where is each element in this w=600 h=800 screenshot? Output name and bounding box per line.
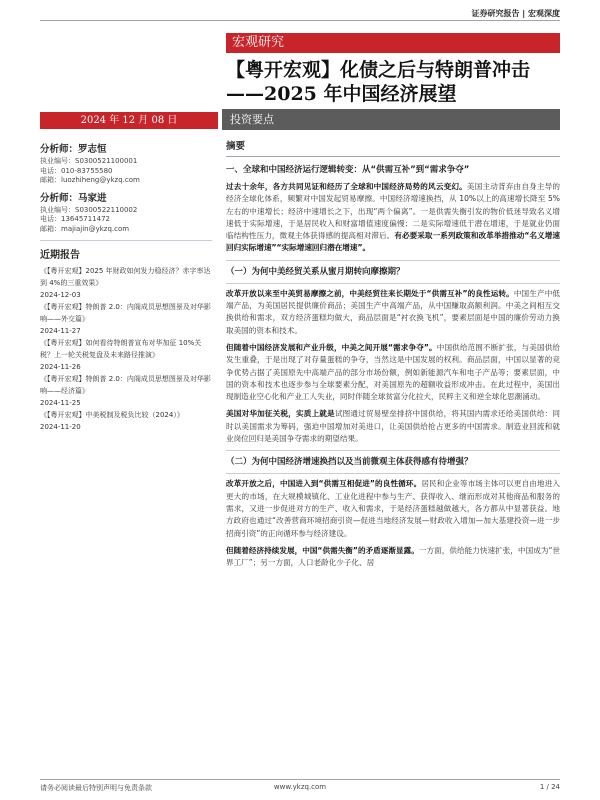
paragraph-lead: 但随着经济持续发展，中国“供需失衡”的矛盾逐渐显露。 <box>226 545 419 555</box>
recent-report-item[interactable] <box>40 373 212 409</box>
title-line-1: 【粤开宏观】化债之后与特朗普冲击 <box>226 59 531 81</box>
recent-report-item[interactable] <box>40 301 212 337</box>
paragraph-divider <box>226 450 560 451</box>
paragraph-conclusion: 有必要采取一系列政策和改革举措推动“名义增速回归实际增速”“实际增速回归潜在增速”。 <box>226 231 560 253</box>
section-heading-1: 一、全球和中国经济运行逻辑转变：从“供需互补”到“需求争夺” <box>226 165 470 175</box>
recent-report-date: 2024-11-27 <box>40 327 81 335</box>
paragraph-body: 居民和企业等市场主体可以更自由地进入更大的市场，在大规模城镇化、工业化进程中参与生产、获得收入、继而形成对其他商品和服务的需求，又进一步促进对方的生产、收入和需求，于是经济蛋糕越做越大，各方都从中显著获益。地方政府也通过“改善营商环境招商引资—促进当地经济发展—财政收入增加—加大基建投资—进一步招商引资”的正向循环参与经济建设。 <box>226 479 561 538</box>
recent-report-date: 2024-11-26 <box>40 363 81 371</box>
title-line-2: ——2025 年中国经济展望 <box>226 83 457 105</box>
recent-report-date: 2024-11-25 <box>40 399 81 407</box>
header-report-label: 证券研究报告 | 宏观深度 <box>471 9 560 18</box>
section-bar-investment-points: 投资要点 <box>222 109 560 130</box>
subsection-heading-2: （二）为何中国经济增速换挡以及当前微观主体获得感有待增强？ <box>226 457 473 468</box>
analyst-cert: 执业编号：S0300521100001 <box>40 157 138 165</box>
main-content <box>226 140 560 574</box>
paragraph-divider <box>226 260 560 261</box>
paragraph-2 <box>226 288 560 337</box>
recent-report-text[interactable]: 《【粤开宏观】特朗普 2.0：内阁成员思想图景及对华影响——外交篇》 <box>40 303 211 323</box>
paragraph-lead: 美国对华加征关税，实质上就是 <box>226 409 335 419</box>
paragraph-lead: 改革开放以来至中美贸易摩擦之前，中美经贸往来长期处于“供需互补”的良性运转。 <box>226 288 514 298</box>
paragraph-body: 一方面，供给能力快速扩张，中国成为“世界工厂”；另一方面，人口老龄化少子化、居 <box>226 545 560 568</box>
analyst-phone: 电话：010-83755580 <box>40 166 113 175</box>
paragraph-3 <box>226 342 560 403</box>
paragraph-5 <box>226 478 560 539</box>
paragraph-4 <box>226 408 560 445</box>
footer-disclaimer: 请务必阅读最后特别声明与免责条款 <box>40 784 152 792</box>
paragraph-6 <box>226 545 560 570</box>
abstract-heading: 摘要 <box>226 141 246 152</box>
paragraph-1 <box>226 181 560 255</box>
report-title <box>226 58 566 106</box>
recent-report-text[interactable]: 《【粤开宏观】如何看待特朗普宣布对华加征 10%关税？上一轮关税复盘及未来路径推演》 <box>40 339 202 359</box>
analyst-cert: 执业编号：S0300522110002 <box>40 205 138 214</box>
recent-report-item[interactable] <box>40 337 212 373</box>
analyst-email[interactable]: 邮箱：luozhiheng@ykzq.com <box>40 176 140 184</box>
footer-page-number: 1 / 24 <box>539 783 560 791</box>
report-type-banner: 宏观研究 <box>226 33 560 53</box>
analyst-label: 分析师： <box>40 144 79 155</box>
recent-report-text[interactable]: 《【粤开宏观】中美税制及税负比较（2024）》 <box>40 411 184 419</box>
analyst-name-row <box>40 192 212 206</box>
report-date: 2024 年 12 月 08 日 <box>40 112 218 129</box>
recent-report-item[interactable] <box>40 409 212 433</box>
subsection-heading-1: （一）为何中美经贸关系从蜜月期转向摩擦期？ <box>226 266 405 277</box>
paragraph-body: 中国供给范围不断扩张，与美国供给发生重叠，于是出现了对存量蛋糕的争夺，当然这是中国发展的权利。商品层面，中国以显著的竞争优势占据了美国原先中高端产品的部分市场份额，例如新能源汽车和电子产品等；要素层面，中国的资本和技术也逐步参与全球要素分配，对美国原先的超额收益形成冲击。在此过程中，美国出现制造业空心化和产业工人失业，同时伴随全球贫富分化拉大，民粹主义和逆全球化思潮涌动。 <box>226 342 561 402</box>
paragraph-divider <box>226 283 560 284</box>
recent-report-date: 2024-12-03 <box>40 291 81 299</box>
footer-website-link[interactable]: www.ykzq.com <box>273 783 327 791</box>
paragraph-lead: 但随着中国经济发展和产业升级，中美之间开展“需求争夺”。 <box>226 342 437 352</box>
analyst-label: 分析师： <box>40 192 79 204</box>
analyst-name-row <box>40 143 212 157</box>
recent-report-text[interactable]: 《【粤开宏观】特朗普 2.0：内阁成员思想图景及对华影响——经济篇》 <box>40 375 211 395</box>
abstract-divider <box>226 156 560 157</box>
paragraph-lead: 改革开放之后，中国进入到“供需互相促进”的良性循环。 <box>226 479 422 489</box>
analyst-card <box>40 192 212 235</box>
recent-reports-title: 近期报告 <box>40 250 80 261</box>
paragraph-divider <box>226 473 560 474</box>
paragraph-body: 中国生产中低端产品，为美国居民提供廉价商品；美国生产中高端产品，从中国赚取高额利润。中美之间相互交换供给和需求，双方经济蛋糕均做大，商品层面是“衬衣换飞机”，要素层面是中国的廉价劳动力换取美国的资本和技术。 <box>226 288 560 335</box>
analyst-name: 马家进 <box>78 192 107 204</box>
analyst-name: 罗志恒 <box>78 144 107 155</box>
recent-report-date: 2024-11-20 <box>40 423 81 431</box>
paragraph-lead: 过去十余年，各方共同见证和经历了全球和中国经济局势的风云变幻。 <box>226 182 467 191</box>
header-divider <box>40 20 560 21</box>
paragraph-body: 试图通过贸易壁垒排挤中国供给，将其国内需求还给美国供给：同时以美国需求为筹码，强迫中国增加对美进口，让美国供给抢占更多的中国需求。制造业回流和就业岗位回归是美国争夺需求的期望结果。 <box>226 409 561 444</box>
analyst-email[interactable]: 邮箱：majiajin@ykzq.com <box>40 224 130 233</box>
sidebar-divider <box>40 240 212 241</box>
paragraph-body: 美国主动背弃由自身主导的经济全球化体系，频繁对中国发起贸易摩擦。中国经济增速换挡，从 10%以上的高速增长降至 5%左右的中速增长；经济中速增长之下，出现“两个偏离”。一是供需失衡引发的物价低迷导致名义增速低于实际增速，于是居民收入和财富增值速度偏慢；二是实际增速低于潜在增速，于是就业仍面临结构性压力，微观主体获得感的提高相对滞后。 <box>226 182 561 241</box>
recent-report-item[interactable] <box>40 265 212 301</box>
analyst-phone: 电话：13645711472 <box>40 215 110 223</box>
left-sidebar <box>40 143 212 433</box>
footer-divider <box>40 779 560 780</box>
analyst-card <box>40 143 212 186</box>
recent-report-text[interactable]: 《【粤开宏观】2025 年财政如何发力稳经济？赤字率达到 4%的三重效果》 <box>40 267 211 287</box>
